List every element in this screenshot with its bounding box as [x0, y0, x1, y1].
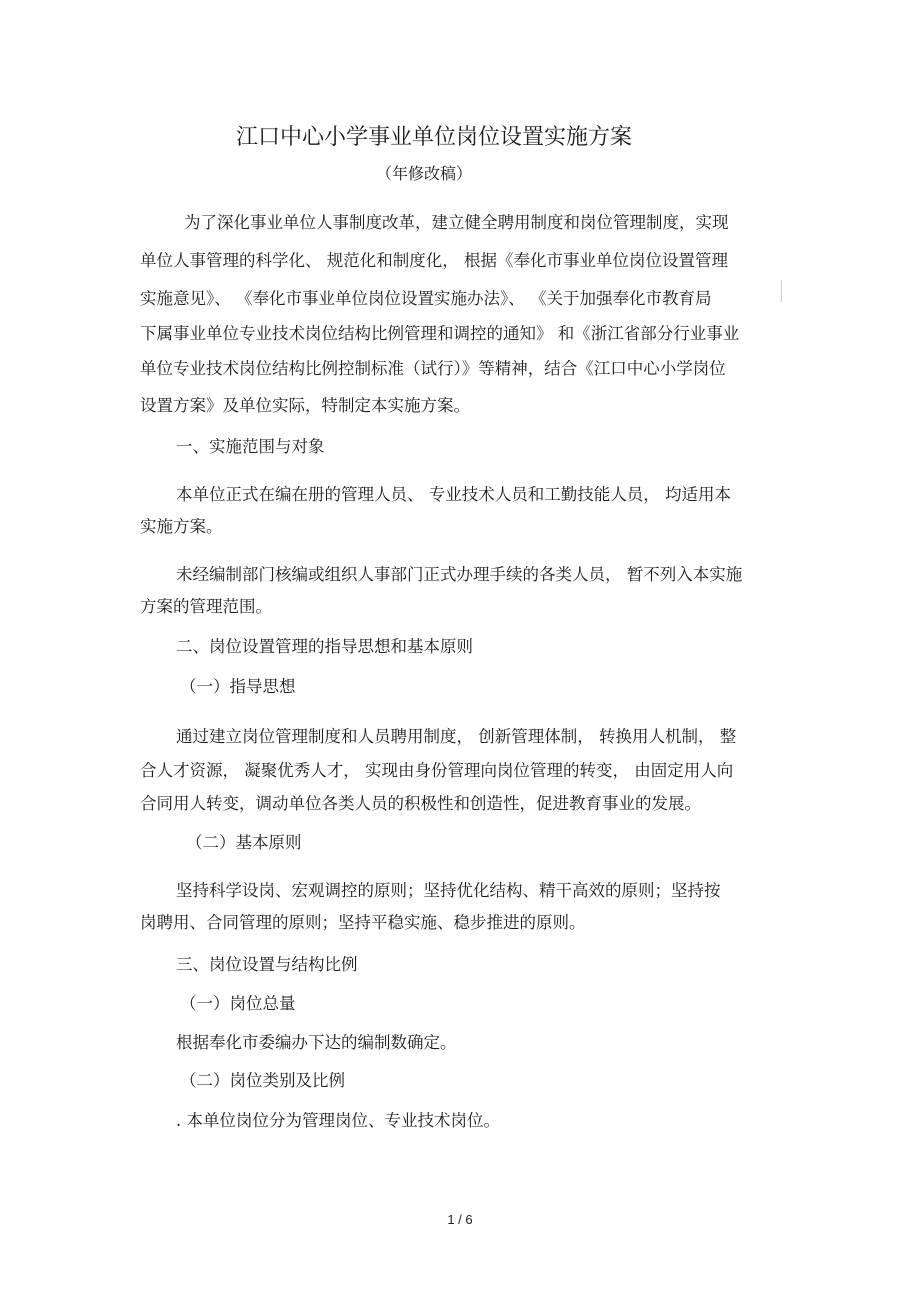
section-heading: 三、岗位设置与结构比例: [176, 955, 358, 974]
section-heading: 二、岗位设置管理的指导思想和基本原则: [176, 637, 473, 656]
paragraph-line: 实施意见》、 《奉化市事业单位岗位设置实施办法》、 《关于加强奉化市教育局: [140, 289, 712, 308]
paragraph-line: 为了深化事业单位人事制度改革，建立健全聘用制度和岗位管理制度，实现: [184, 213, 729, 232]
subsection-heading: （一）指导思想: [180, 677, 296, 696]
document-title: 江口中心小学事业单位岗位设置实施方案: [236, 125, 633, 150]
subsection-heading: （二）基本原则: [186, 833, 302, 852]
paragraph-line: 本单位正式在编在册的管理人员、 专业技术人员和工勤技能人员， 均适用本: [176, 485, 731, 504]
paragraph-line: 单位专业技术岗位结构比例控制标准（试行）》等精神，结合《江口中心小学岗位: [140, 359, 726, 378]
paragraph-line: . 本单位岗位分为管理岗位、专业技术岗位。: [176, 1111, 500, 1130]
paragraph-line: 坚持科学设岗、宏观调控的原则；坚持优化结构、精干高效的原则；坚持按: [176, 881, 721, 900]
paragraph-line: 单位人事管理的科学化、 规范化和制度化， 根据《奉化市事业单位岗位设置管理: [140, 251, 728, 270]
paragraph-line: 通过建立岗位管理制度和人员聘用制度， 创新管理体制， 转换用人机制， 整: [176, 727, 737, 746]
paragraph-line: 未经编制部门核编或组织人事部门正式办理手续的各类人员， 暂不列入本实施: [176, 565, 743, 584]
subsection-heading: （二）岗位类别及比例: [180, 1071, 345, 1090]
paragraph-line: 岗聘用、合同管理的原则；坚持平稳实施、稳步推进的原则。: [140, 913, 586, 932]
paragraph-line: 下属事业单位专业技术岗位结构比例管理和调控的通知》 和《浙江省部分行业事业: [140, 324, 740, 343]
document-subtitle: （年修改稿）: [376, 164, 473, 183]
paragraph-line: 根据奉化市委编办下达的编制数确定。: [176, 1033, 457, 1052]
paragraph-line: 设置方案》及单位实际，特制定本实施方案。: [140, 396, 470, 415]
section-heading: 一、实施范围与对象: [176, 437, 325, 456]
margin-mark: [781, 280, 782, 302]
paragraph-line: 合人才资源， 凝聚优秀人才， 实现由身份管理向岗位管理的转变， 由固定用人向: [140, 761, 734, 780]
subsection-heading: （一）岗位总量: [180, 994, 296, 1013]
paragraph-line: 方案的管理范围。: [140, 597, 272, 616]
paragraph-line: 实施方案。: [140, 517, 223, 536]
paragraph-line: 合同用人转变，调动单位各类人员的积极性和创造性，促进教育事业的发展。: [140, 794, 701, 813]
page-number: 1 / 6: [447, 1212, 473, 1227]
